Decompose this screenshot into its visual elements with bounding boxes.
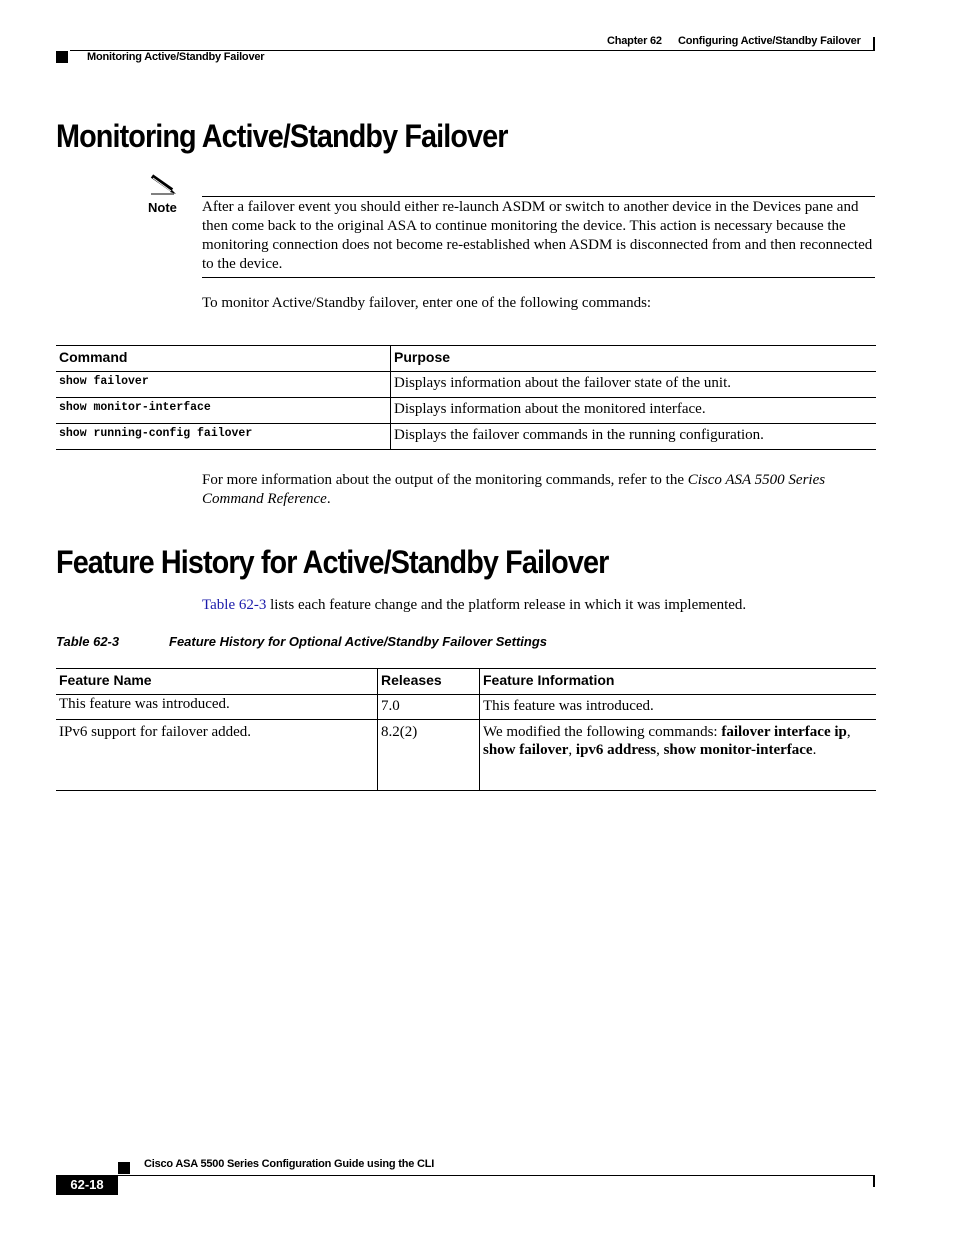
section-title-monitoring: Monitoring Active/Standby Failover [56, 118, 508, 154]
footer-rule [118, 1175, 875, 1176]
info-prefix: We modified the following commands: [483, 724, 722, 740]
purpose-cell: Displays the failover commands in the running configuration. [394, 427, 764, 443]
note-label: Note [148, 200, 177, 215]
section-title-feature-history: Feature History for Active/Standby Failover [56, 544, 609, 580]
feature-info-cell [480, 720, 877, 791]
note-text: After a failover event you should either re-launch ASDM or switch to another device in the Devices pane and then come back to the original ASA to continue monitoring the device. This action is necessary because the monitoring connection does not become re-established when ASDM is disconnected from and then reconnected to the device. [202, 199, 873, 272]
col-header-feature-information: Feature Information [483, 672, 615, 688]
col-header-releases: Releases [378, 669, 480, 695]
separator: , [846, 724, 851, 740]
release-cell: 8.2(2) [378, 720, 480, 791]
separator: , [568, 742, 576, 758]
note-top-rule [202, 196, 875, 197]
purpose-cell: Displays information about the monitored interface. [394, 401, 706, 417]
table-header-row [56, 669, 876, 695]
header-marker [56, 51, 68, 63]
separator: , [656, 742, 664, 758]
info-end: . [812, 742, 817, 758]
command-cell: show failover [56, 372, 391, 398]
release-cell: 7.0 [378, 695, 480, 720]
cmd-ipv6-address: ipv6 address [575, 742, 657, 758]
feature-history-table [56, 668, 876, 791]
col-header-feature-name: Feature Name [56, 669, 378, 695]
table-row [56, 398, 876, 424]
purpose-cell: Displays information about the failover state of the unit. [394, 375, 732, 391]
cmd-failover-interface-ip: failover interface ip [721, 724, 847, 740]
table-row [56, 720, 876, 791]
table-header-row [56, 346, 876, 372]
feature-name-cell: This feature was introduced. [56, 695, 378, 720]
feature-name-cell: IPv6 support for failover added. [56, 720, 378, 791]
more-info-suffix: . [326, 491, 331, 507]
table-row [56, 695, 876, 720]
footer-marker [118, 1162, 130, 1174]
header-section: Monitoring Active/Standby Failover [87, 51, 265, 63]
footer-right-tick [873, 1175, 875, 1187]
page-number: 62-18 [70, 1177, 104, 1192]
header-chapter-title: Configuring Active/Standby Failover [678, 35, 861, 47]
more-info-paragraph [202, 471, 876, 509]
table-row [56, 372, 876, 398]
monitor-intro: To monitor Active/Standby failover, enter one of the following commands: [202, 295, 652, 311]
table-caption [56, 634, 548, 649]
feature-info-cell: This feature was introduced. [483, 698, 654, 714]
caption-title: Feature History for Optional Active/Standby Failover Settings [169, 634, 548, 649]
command-table [56, 345, 876, 450]
command-reference-title: Cisco ASA 5500 Series Command Reference [202, 472, 826, 507]
more-info-prefix: For more information about the output of the monitoring commands, refer to the [202, 472, 688, 488]
col-header-command: Command [56, 346, 391, 372]
command-cell: show running-config failover [56, 424, 391, 450]
table-reference-link[interactable]: Table 62-3 [202, 597, 267, 613]
feature-history-intro-text: lists each feature change and the platform release in which it was implemented. [266, 597, 747, 613]
footer-book-title: Cisco ASA 5500 Series Configuration Guide using the CLI [144, 1158, 435, 1170]
note-pencil-icon [148, 172, 178, 198]
page-number-box [56, 1175, 118, 1195]
feature-history-intro [202, 596, 746, 615]
header-right-tick [873, 37, 875, 51]
cmd-show-failover: show failover [483, 742, 569, 758]
col-header-purpose: Purpose [394, 349, 451, 365]
table-row [56, 424, 876, 450]
caption-number: Table 62-3 [56, 634, 120, 649]
command-cell: show monitor-interface [56, 398, 391, 424]
cmd-show-monitor-interface: show monitor-interface [663, 742, 813, 758]
header-chapter: Chapter 62 [607, 35, 662, 47]
note-bottom-rule [202, 277, 875, 278]
